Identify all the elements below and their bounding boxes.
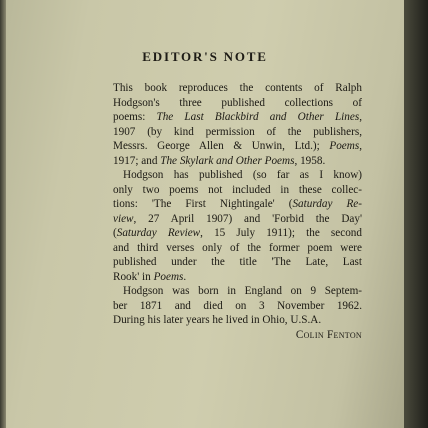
- text-line: During his later years he lived in Ohio, U.S.A.: [113, 314, 322, 326]
- text-line: tions: 'The First Nightingale' (Saturday Re-: [113, 198, 362, 210]
- italic-title: Poems: [329, 140, 360, 152]
- text-line: Hodgson was born in England on 9 Septem-: [123, 285, 362, 297]
- text-line: This book reproduces the contents of Ralph: [113, 82, 362, 94]
- text-line: Messrs. George Allen & Unwin, Ltd.); Poems,: [113, 140, 362, 152]
- italic-title: The Last Blackbird and Other Lines: [156, 111, 360, 123]
- italic-title: view: [113, 212, 134, 225]
- text-line: Rook' in Poems.: [113, 270, 187, 283]
- text-line: published under the title 'The Late, Last: [113, 256, 362, 268]
- text-line: poems: The Last Blackbird and Other Lines,: [113, 111, 362, 123]
- italic-title: Saturday Review: [116, 227, 201, 239]
- italic-title: The Skylark and Other Poems: [160, 154, 295, 167]
- book-edge: [404, 0, 428, 428]
- text-line: only two poems not included in these collec-: [113, 183, 362, 196]
- italic-title: Poems: [153, 270, 184, 283]
- page-title: EDITOR'S NOTE: [142, 49, 268, 64]
- text-line: Hodgson's three published collections of: [113, 96, 362, 109]
- text-line: 1907 (by kind permission of the publishers,: [113, 125, 362, 138]
- text-line: (Saturday Review, 15 July 1911); the second: [113, 227, 362, 239]
- signature: Colin Fenton: [295, 328, 362, 341]
- text-line: Hodgson has published (so far as I know): [123, 169, 362, 181]
- text-line: and third verses only of the former poem were: [113, 241, 362, 254]
- body-text: [113, 81, 362, 342]
- italic-title: Saturday Re-: [292, 198, 362, 210]
- text-line: view, 27 April 1907) and 'Forbid the Day': [113, 212, 362, 225]
- book-page: [6, 0, 404, 428]
- text-line: 1917; and The Skylark and Other Poems, 1958.: [113, 154, 326, 167]
- text-line: ber 1871 and died on 3 November 1962.: [113, 299, 362, 312]
